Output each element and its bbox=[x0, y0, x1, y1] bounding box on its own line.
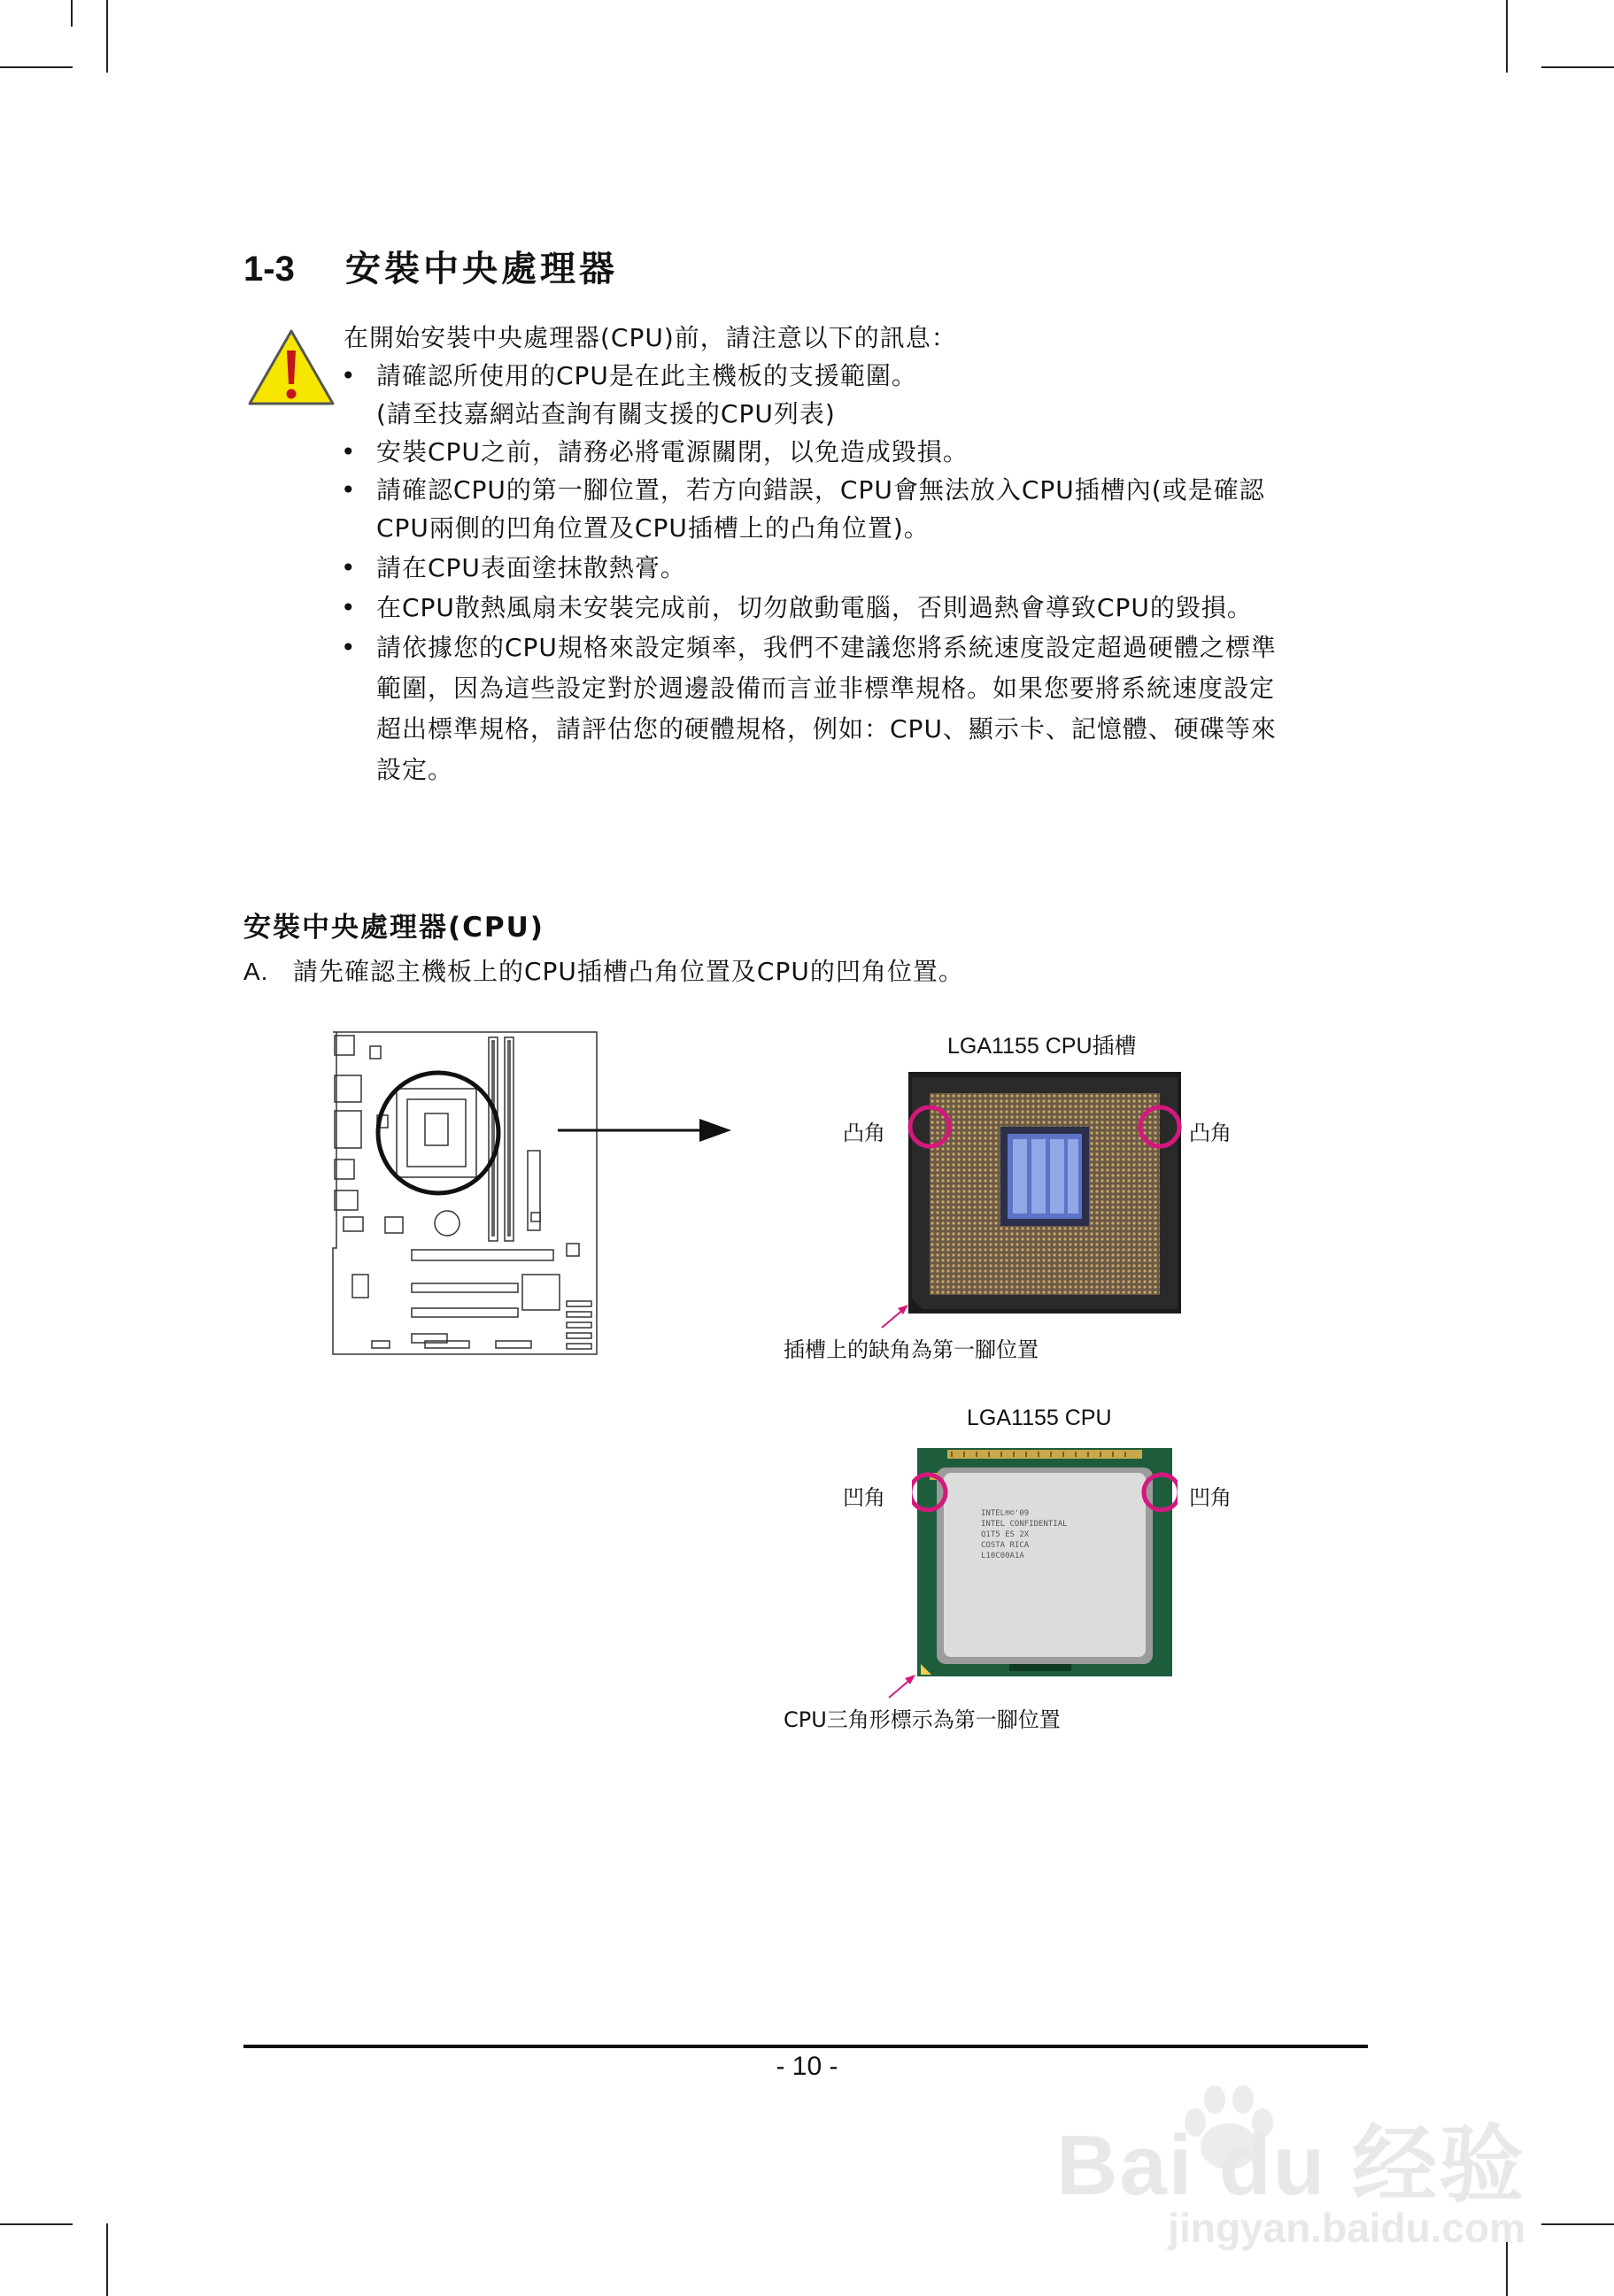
cpu-marking-line: Q1T5 ES 2X bbox=[981, 1530, 1030, 1539]
pointer-arrow bbox=[558, 1117, 735, 1144]
bullet-line: 超出標準規格，請評估您的硬體規格，例如：CPU、顯示卡、記憶體、硬碟等來 bbox=[376, 714, 1277, 744]
cpu-marking-line: COSTA RICA bbox=[981, 1541, 1030, 1550]
step-text: 請先確認主機板上的CPU插槽凸角位置及CPU的凹角位置。 bbox=[293, 957, 964, 986]
footer-rule bbox=[243, 2045, 1368, 2048]
crop-mark bbox=[0, 66, 73, 68]
bullet-line: (請至技嘉網站查詢有關支援的CPU列表) bbox=[376, 399, 836, 428]
crop-mark bbox=[0, 2223, 73, 2225]
bullet-line: 在CPU散熱風扇未安裝完成前，切勿啟動電腦，否則過熱會導致CPU的毀損。 bbox=[376, 593, 1253, 622]
motherboard-diagram bbox=[328, 1027, 602, 1363]
bullet-line: 安裝CPU之前，請務必將電源關閉，以免造成毀損。 bbox=[376, 437, 969, 466]
step-a bbox=[243, 952, 964, 988]
cpu-caption: CPU三角形標示為第一腳位置 bbox=[784, 1707, 1061, 1732]
warning-icon bbox=[246, 327, 336, 409]
crop-mark bbox=[1541, 2223, 1614, 2225]
crop-mark bbox=[1541, 66, 1614, 68]
crop-mark bbox=[106, 0, 108, 73]
socket-photo bbox=[903, 1067, 1186, 1319]
socket-caption: 插槽上的缺角為第一腳位置 bbox=[784, 1337, 1039, 1362]
socket-title: LGA1155 CPU插槽 bbox=[947, 1034, 1137, 1059]
crop-mark bbox=[71, 0, 73, 27]
cpu-left-label: 凹角 bbox=[843, 1485, 885, 1510]
bullet-marker: • bbox=[341, 593, 357, 622]
bullet-line: 請依據您的CPU規格來設定頻率，我們不建議您將系統速度設定超過硬體之標準 bbox=[376, 633, 1277, 662]
section-title: 安裝中央處理器 bbox=[345, 249, 618, 289]
socket-left-label: 凸角 bbox=[843, 1121, 885, 1145]
section-number: 1-3 bbox=[243, 250, 295, 289]
bullet-marker: • bbox=[341, 633, 357, 662]
bullet-line: CPU兩側的凹角位置及CPU插槽上的凸角位置)。 bbox=[376, 513, 930, 543]
bullet-line: 請確認所使用的CPU是在此主機板的支援範圍。 bbox=[376, 361, 917, 390]
subheading: 安裝中央處理器(CPU) bbox=[243, 912, 544, 944]
cpu-marking-line: INTEL®©'09 bbox=[981, 1509, 1030, 1518]
section-heading bbox=[243, 241, 618, 291]
bullet-marker: • bbox=[341, 475, 357, 505]
crop-mark bbox=[106, 2223, 108, 2296]
socket-right-label: 凸角 bbox=[1189, 1121, 1232, 1145]
bullet-line: 請確認CPU的第一腳位置，若方向錯誤，CPU會無法放入CPU插槽內(或是確認 bbox=[376, 475, 1265, 505]
warning-intro: 在開始安裝中央處理器(CPU)前，請注意以下的訊息： bbox=[344, 323, 957, 352]
watermark-logo: Bai du 经验 bbox=[1056, 2098, 1525, 2219]
bullet-line: 設定。 bbox=[376, 755, 454, 784]
cpu-photo bbox=[912, 1443, 1178, 1682]
step-letter: A. bbox=[243, 958, 269, 985]
cpu-right-label: 凹角 bbox=[1189, 1485, 1232, 1510]
first-pin-arrow bbox=[885, 1671, 921, 1701]
bullet-line: 範圍，因為這些設定對於週邊設備而言並非標準規格。如果您要將系統速度設定 bbox=[376, 674, 1276, 703]
page-number: - 10 - bbox=[776, 2052, 838, 2081]
bullet-marker: • bbox=[341, 361, 357, 390]
watermark-url: jingyan.baidu.com bbox=[1168, 2205, 1525, 2251]
bullet-line: 請在CPU表面塗抹散熱膏。 bbox=[376, 553, 686, 582]
crop-mark bbox=[1506, 0, 1508, 73]
bullet-marker: • bbox=[341, 553, 357, 582]
cpu-marking-line: INTEL CONFIDENTIAL bbox=[981, 1520, 1068, 1529]
first-pin-arrow bbox=[878, 1301, 914, 1331]
cpu-marking-line: L10C00A1A bbox=[981, 1552, 1024, 1560]
cpu-title: LGA1155 CPU bbox=[967, 1406, 1112, 1430]
bullet-marker: • bbox=[341, 437, 357, 466]
